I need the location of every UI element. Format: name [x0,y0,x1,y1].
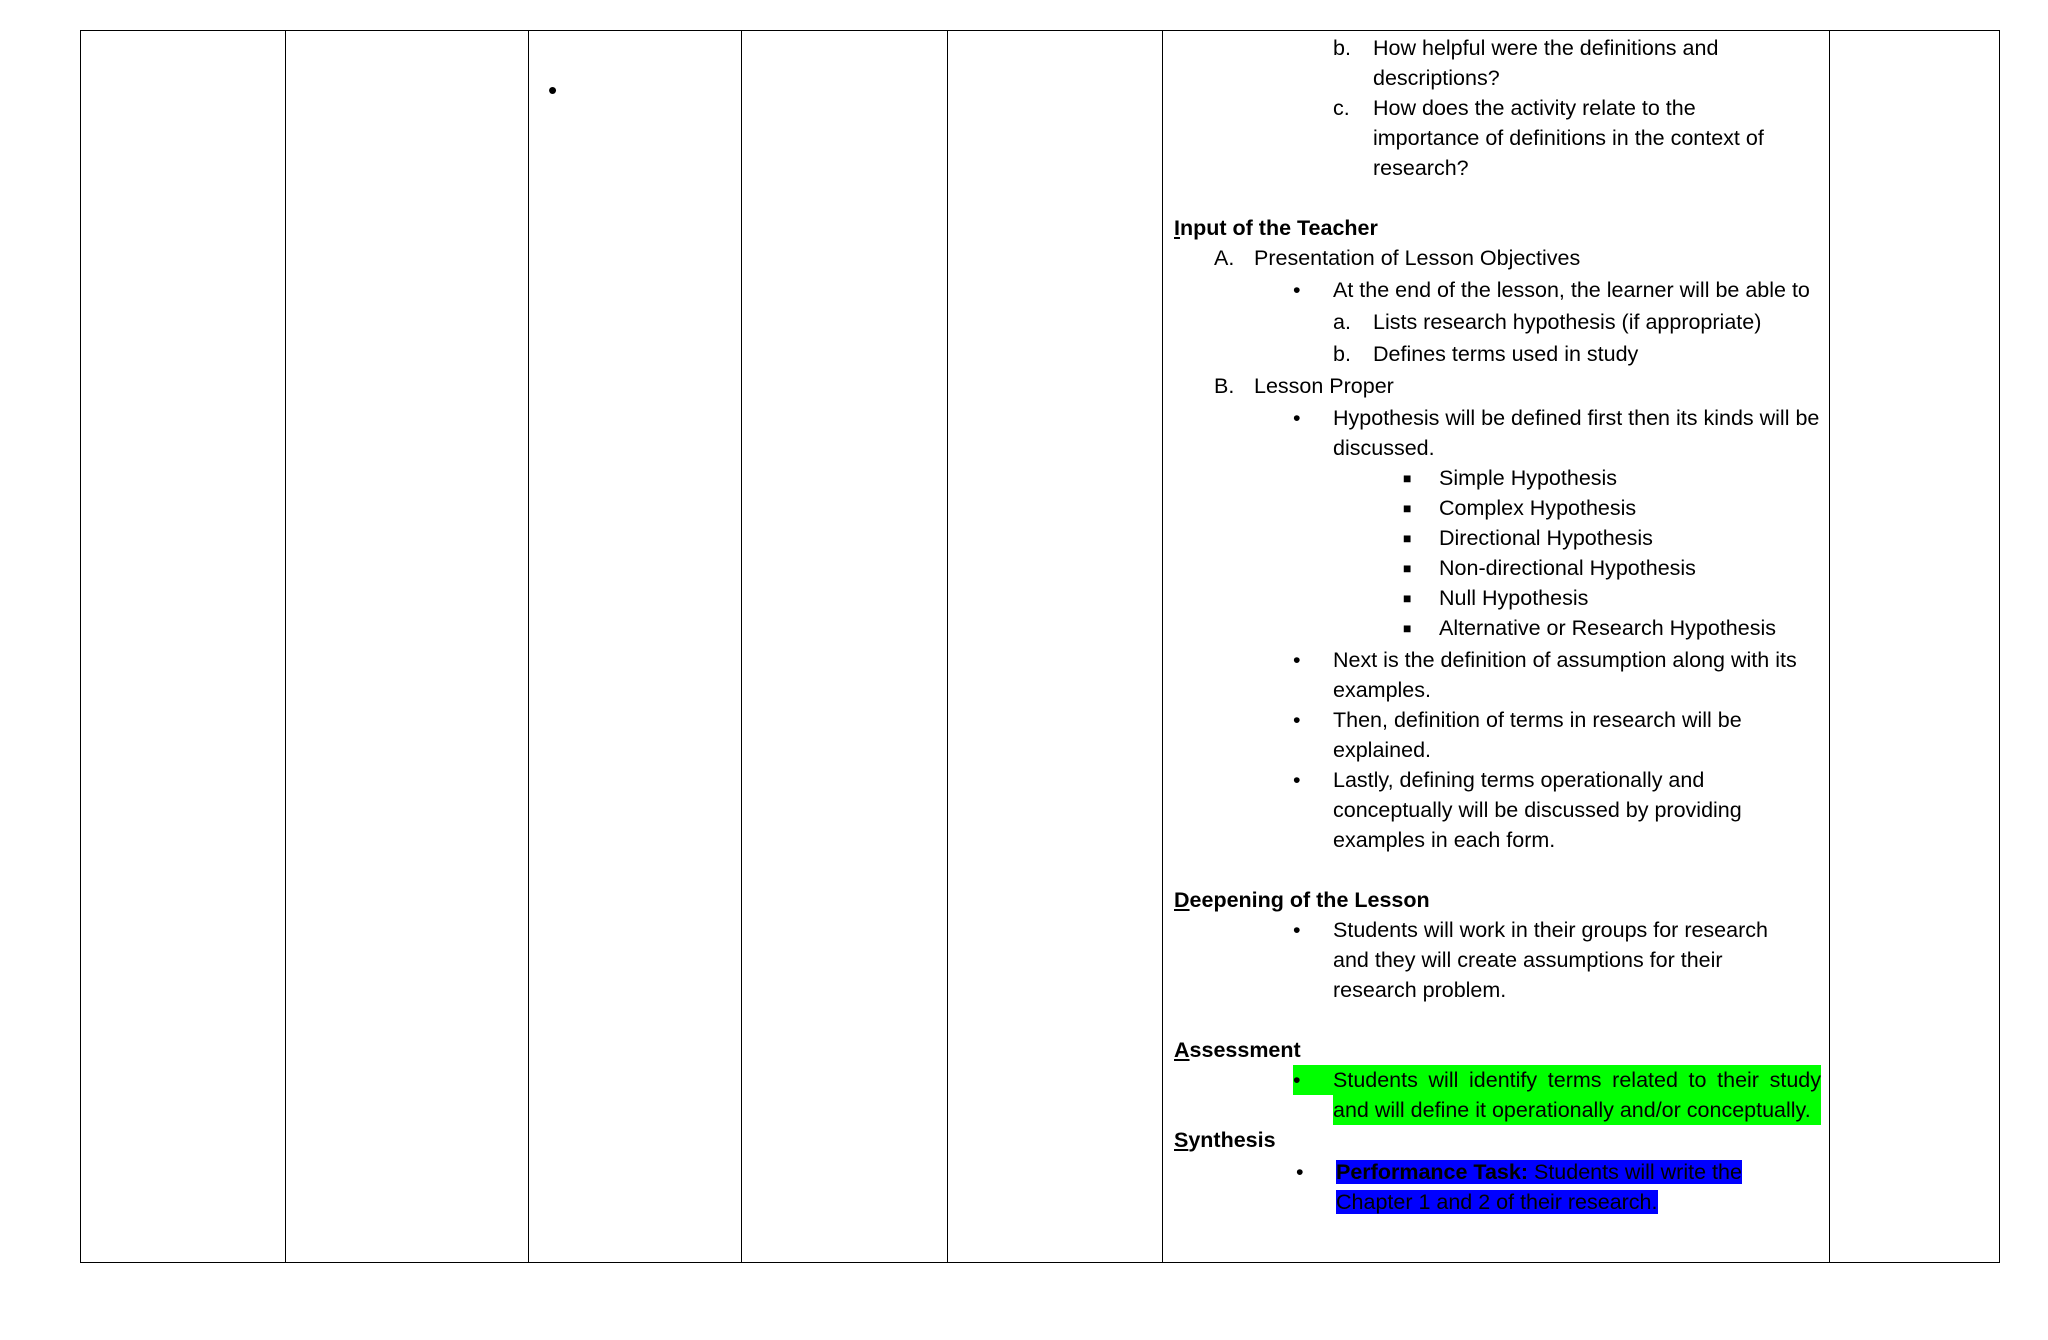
bullet-icon: • [1293,1065,1333,1095]
list-item [1174,1065,1821,1125]
bullet-icon: • [1293,406,1301,430]
empty-cell [81,31,286,1263]
list-item: ■ Non-directional Hypothesis [1174,553,1821,583]
square-bullet-icon: ■ [1403,590,1412,606]
bullet-icon: • [1296,1160,1304,1184]
assessment-heading: Assessment [1174,1038,1301,1062]
list-item: b. How helpful were the definitions and descriptions? [1333,36,1719,90]
bullet-icon: • [1293,708,1301,732]
square-bullet-icon: ■ [1403,500,1412,516]
section-a: A. Presentation of Lesson Objectives [1214,246,1581,270]
list-item: • Then, definition of terms in research will be explained. [1174,705,1821,765]
list-item [1174,1157,1821,1217]
bullet-icon: • [1293,918,1301,942]
bullet-cell [529,31,742,1263]
list-item: • At the end of the lesson, the learner will be able to [1174,275,1821,305]
empty-cell [948,31,1163,1263]
square-bullet-icon: ■ [1403,560,1412,576]
list-item: • Next is the definition of assumption along with its examples. [1174,645,1821,705]
lesson-plan-table [80,30,2000,1263]
square-bullet-icon: ■ [1403,620,1412,636]
synthesis-task: Performance Task: Students will write the Chapter 1 and 2 of their research. [1336,1160,1742,1214]
list-item: a. Lists research hypothesis (if appropriate) [1333,310,1762,334]
input-teacher-heading: Input of the Teacher [1174,216,1378,240]
empty-cell [1830,31,2000,1263]
list-item: b. Defines terms used in study [1333,342,1639,366]
synthesis-heading: Synthesis [1174,1128,1276,1152]
square-bullet-icon: ■ [1403,470,1412,486]
square-bullet-icon: ■ [1403,530,1412,546]
list-item: • Hypothesis will be defined first then its kinds will be discussed. [1174,403,1821,463]
list-item: • Lastly, defining terms operationally and conceptually will be discussed by providing examples in each form. [1174,765,1821,855]
list-item: ■ Alternative or Research Hypothesis [1174,613,1821,643]
empty-cell [286,31,529,1263]
deepening-heading: Deepening of the Lesson [1174,888,1430,912]
list-item: ■ Simple Hypothesis [1174,463,1821,493]
assessment-highlight: Students will identify terms related to their study and will define it operationally and/or conceptually. [1333,1065,1821,1125]
list-item: ■ Directional Hypothesis [1174,523,1821,553]
empty-bullet-mark: • [548,75,558,105]
bullet-icon: • [1293,768,1301,792]
bullet-icon: • [1293,278,1301,302]
bullet-icon: • [1293,648,1301,672]
section-b: B. Lesson Proper [1214,374,1394,398]
reflection-questions [1174,33,1821,183]
table-row [81,31,2000,1263]
list-item: • Students will work in their groups for research and they will create assumptions for their research problem. [1174,915,1821,1005]
list-item: c. How does the activity relate to the importance of definitions in the context of research? [1333,96,1764,180]
list-item: ■ Complex Hypothesis [1174,493,1821,523]
hypothesis-kinds-list [1174,463,1821,643]
list-item: ■ Null Hypothesis [1174,583,1821,613]
procedure-cell [1163,31,1830,1263]
empty-cell [742,31,948,1263]
